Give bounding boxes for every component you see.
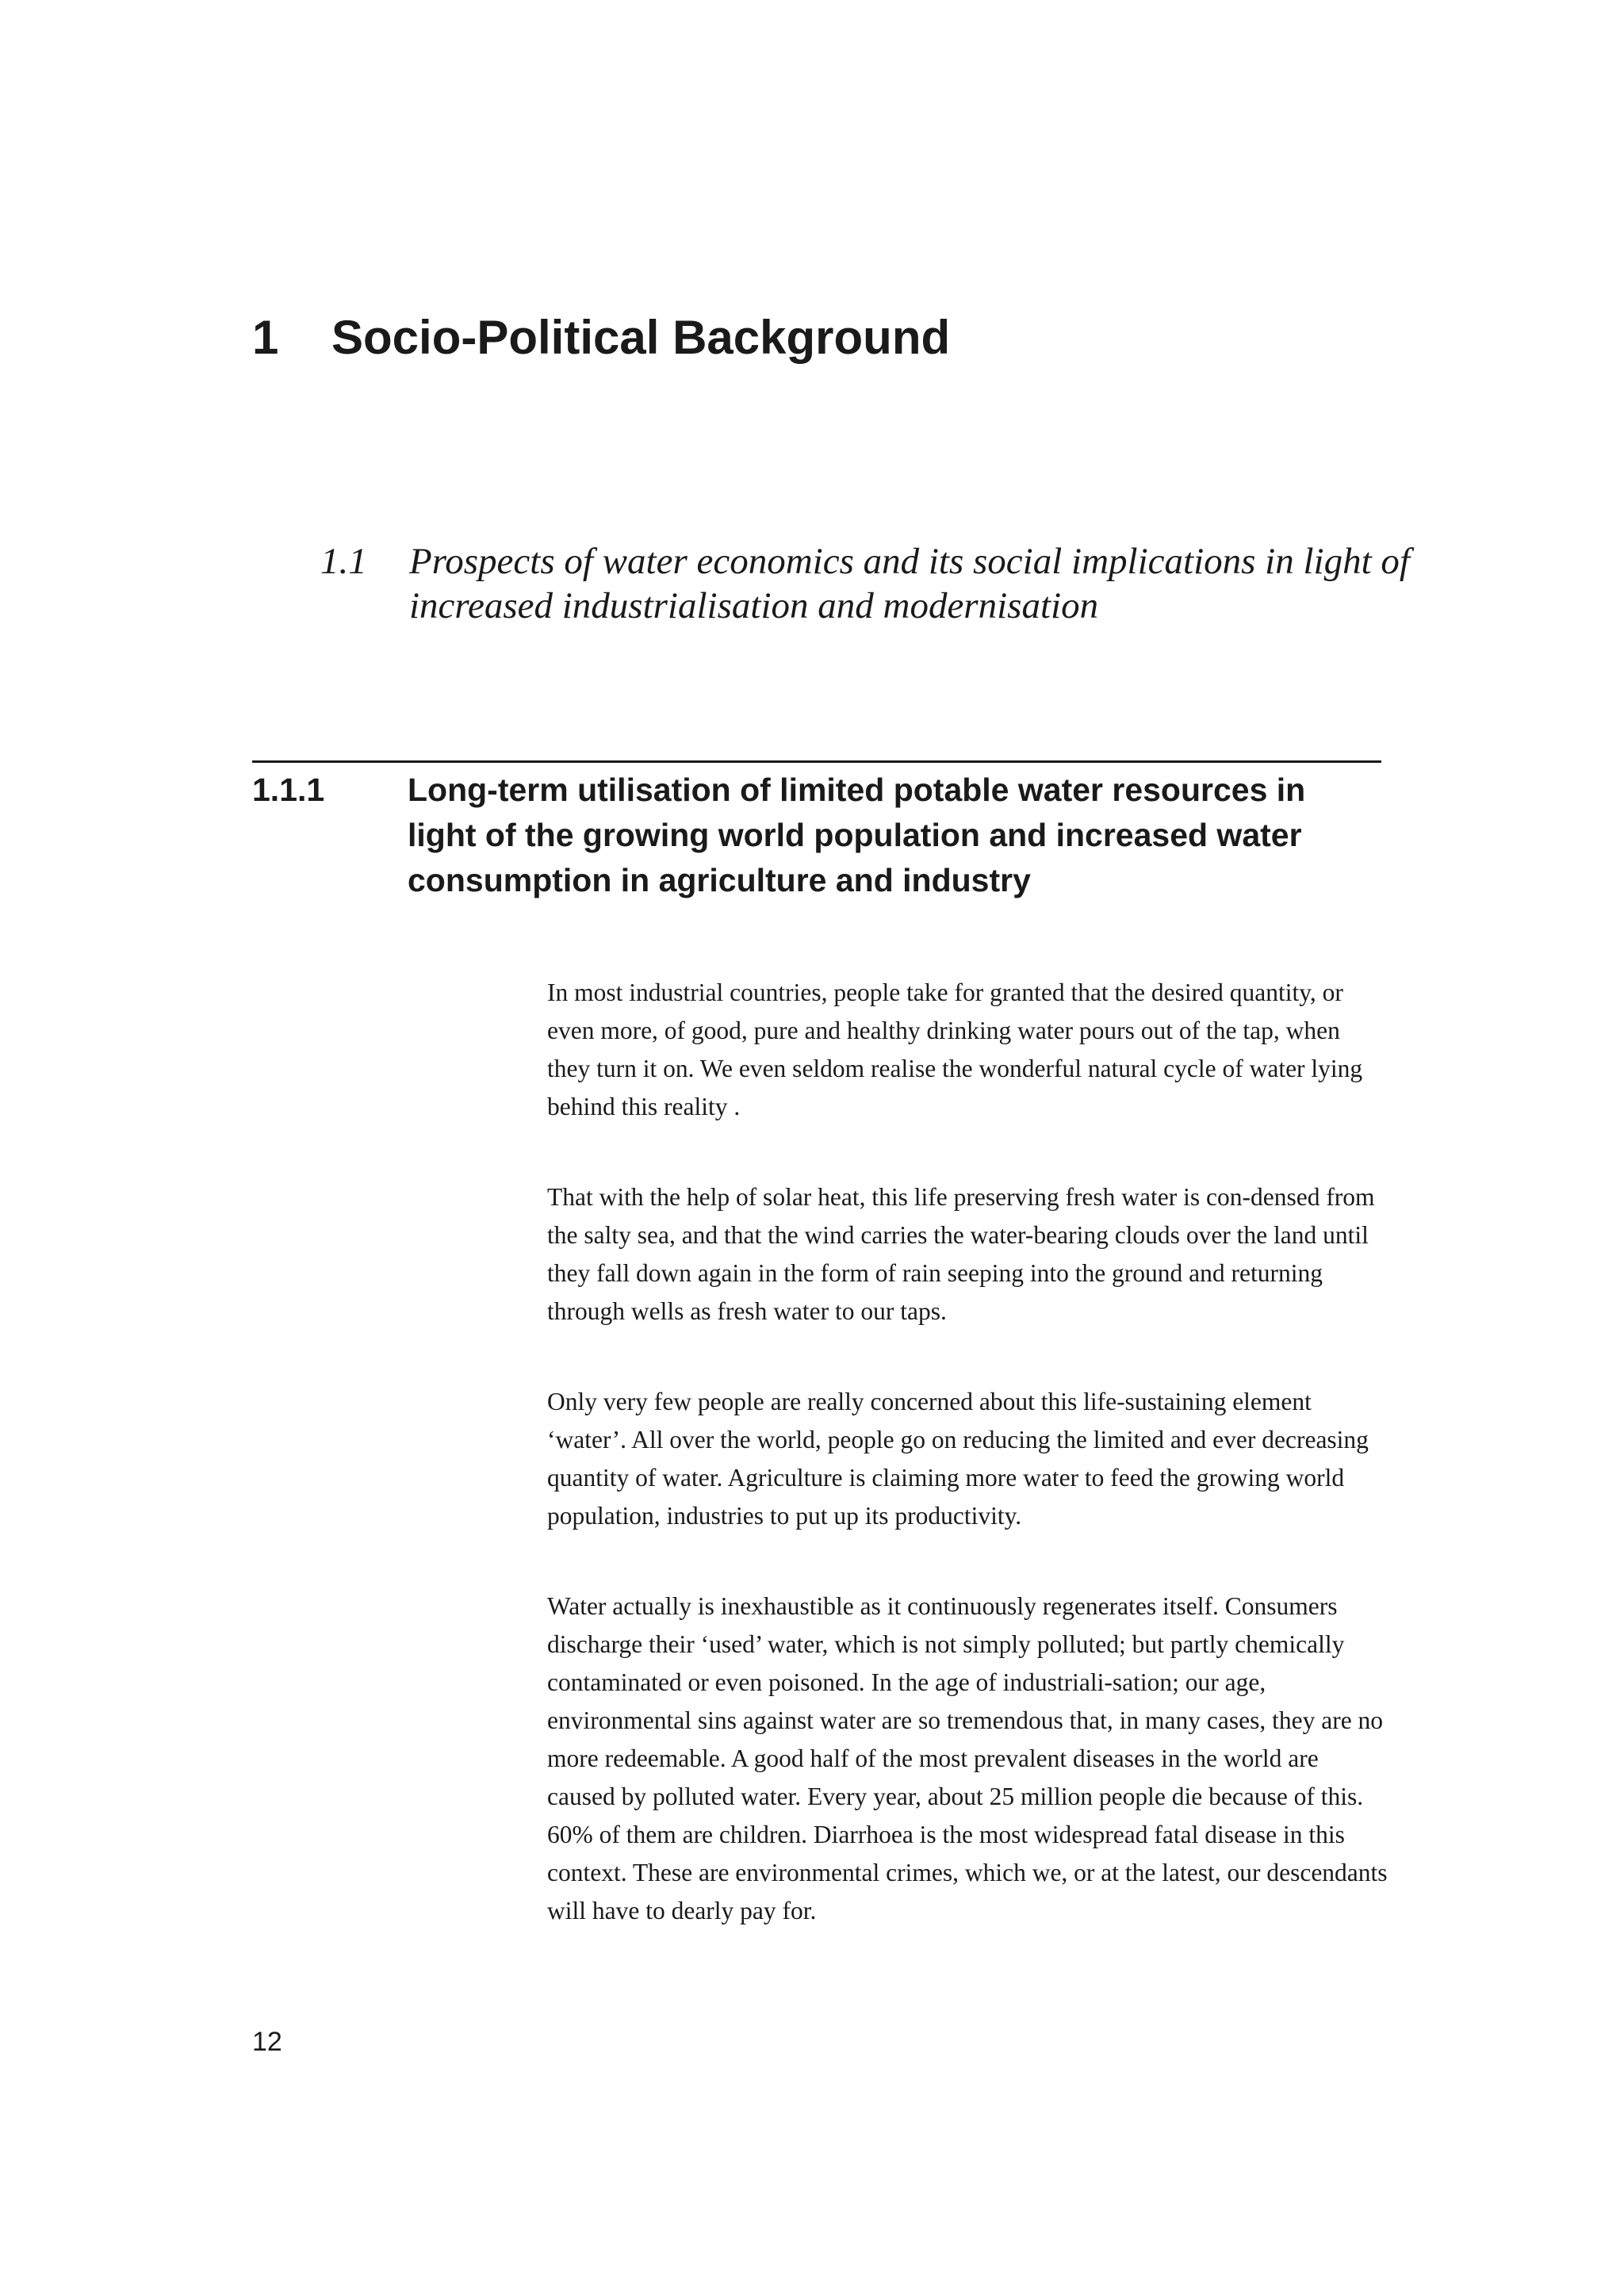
chapter-title: Socio-Political Background xyxy=(331,311,951,364)
subsection-title: Long-term utilisation of limited potable water resources in light of the growing world population and increased water consumption in agriculture and industry xyxy=(408,772,1306,898)
body-paragraph-1: In most industrial countries, people take for granted that the desired quantity, or even more, of good, pure and healthy drinking water pours out of the tap, when they turn it on. We even seldom realise the wonderful natural cycle of water lying behind this reality . xyxy=(547,978,1363,1120)
page-number: 12 xyxy=(252,2027,282,2057)
chapter-number: 1 xyxy=(252,311,279,364)
body-paragraph-4: Water actually is inexhaustible as it continuously regenerates itself. Consumers discharge their ‘used’ water, which is not simply polluted; but partly chemically contaminated or even poisoned. In the age of industriali-sation; our age, environmental sins against water are so tremendous that, in many cases, they are no more redeemable. A good half of the most prevalent diseases in the world are caused by polluted water. Every year, about 25 million people die because of this. 60% of them are children. Diarrhoea is the most widespread fatal disease in this context. These are environmental crimes, which we, or at the latest, our descendants will have to dearly pay for. xyxy=(547,1592,1388,1924)
chapter-heading xyxy=(252,306,950,370)
subsection-number: 1.1.1 xyxy=(252,772,325,808)
section-number: 1.1 xyxy=(320,541,367,582)
body-text xyxy=(547,974,1388,1982)
body-paragraph-3: Only very few people are really concerned about this life-sustaining element ‘water’. All over the world, people go on reducing the limited and ever decreasing quantity of water. Agriculture is claiming more water to feed the growing world population, industries to put up its productivity. xyxy=(547,1388,1369,1530)
section-title: Prospects of water economics and its social implications in light of increased industrialisation and modernisation xyxy=(409,541,1410,626)
subsection-rule xyxy=(252,760,1381,763)
body-paragraph-2: That with the help of solar heat, this life preserving fresh water is con-densed from the salty sea, and that the wind carries the water-bearing clouds over the land until they fall down again in the form of rain seeping into the ground and returning through wells as fresh water to our taps. xyxy=(547,1183,1375,1325)
